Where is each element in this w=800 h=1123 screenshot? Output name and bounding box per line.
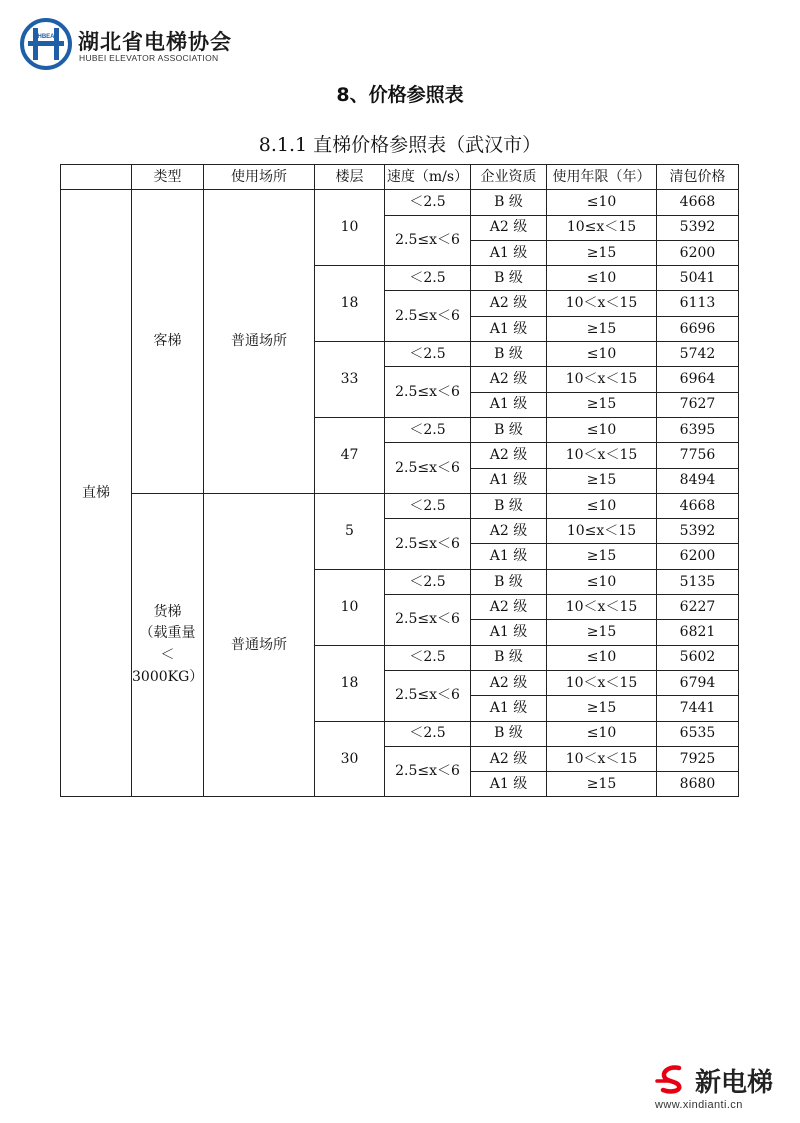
price-cell: 5392	[657, 519, 739, 544]
xindianti-logo-icon	[655, 1064, 697, 1094]
years-cell: ≤10	[547, 645, 657, 670]
speed-cell: ＜2.5	[385, 721, 471, 746]
years-cell: 10＜x＜15	[547, 670, 657, 695]
grade-cell: A2 级	[471, 215, 547, 240]
price-cell: 6113	[657, 291, 739, 316]
type-line: ＜	[160, 647, 175, 664]
grade-cell: A1 级	[471, 544, 547, 569]
price-cell: 5392	[657, 215, 739, 240]
years-cell: ≤10	[547, 417, 657, 442]
price-cell: 4668	[657, 493, 739, 518]
floor-cell: 33	[315, 342, 385, 418]
years-cell: ≥15	[547, 468, 657, 493]
speed-cell: 2.5≤x＜6	[385, 291, 471, 342]
grade-cell: B 级	[471, 266, 547, 291]
years-cell: ≤10	[547, 266, 657, 291]
price-cell: 6964	[657, 367, 739, 392]
svg-text:HBEA: HBEA	[37, 34, 55, 40]
years-cell: 10＜x＜15	[547, 443, 657, 468]
grade-cell: A1 级	[471, 316, 547, 341]
years-cell: ≥15	[547, 696, 657, 721]
speed-cell: 2.5≤x＜6	[385, 595, 471, 646]
grade-cell: A2 级	[471, 670, 547, 695]
speed-cell: 2.5≤x＜6	[385, 746, 471, 797]
grade-cell: A1 级	[471, 468, 547, 493]
price-cell: 7756	[657, 443, 739, 468]
floor-cell: 10	[315, 569, 385, 645]
column-header: 类型	[132, 165, 204, 190]
floor-cell: 18	[315, 266, 385, 342]
column-header: 清包价格	[657, 165, 739, 190]
section-title: 8、价格参照表	[336, 84, 464, 106]
grade-cell: B 级	[471, 645, 547, 670]
speed-cell: ＜2.5	[385, 417, 471, 442]
footer-brand-cn: 新电梯	[695, 1068, 774, 1098]
price-cell: 6794	[657, 670, 739, 695]
price-cell: 4668	[657, 190, 739, 215]
price-cell: 6200	[657, 544, 739, 569]
years-cell: 10＜x＜15	[547, 595, 657, 620]
column-header: 企业资质	[471, 165, 547, 190]
price-cell: 7925	[657, 746, 739, 771]
grade-cell: A1 级	[471, 772, 547, 797]
speed-cell: 2.5≤x＜6	[385, 443, 471, 494]
years-cell: ≤10	[547, 190, 657, 215]
price-cell: 7627	[657, 392, 739, 417]
footer-url: www.xindianti.cn	[655, 1099, 743, 1111]
grade-cell: A1 级	[471, 620, 547, 645]
table-row	[61, 190, 739, 215]
footer-brand	[655, 1062, 790, 1117]
logo-title-en: HUBEI ELEVATOR ASSOCIATION	[79, 53, 219, 63]
grade-cell: B 级	[471, 342, 547, 367]
years-cell: ≥15	[547, 772, 657, 797]
grade-cell: A2 级	[471, 367, 547, 392]
grade-cell: B 级	[471, 493, 547, 518]
years-cell: 10≤x＜15	[547, 519, 657, 544]
place-cell: 普通场所	[204, 190, 315, 494]
price-cell: 6535	[657, 721, 739, 746]
type-line: 3000KG）	[132, 668, 204, 685]
price-cell: 6696	[657, 316, 739, 341]
type-cell	[132, 493, 204, 797]
years-cell: ≤10	[547, 721, 657, 746]
logo-title-cn: 湖北省电梯协会	[78, 30, 232, 54]
price-cell: 8494	[657, 468, 739, 493]
floor-cell: 47	[315, 417, 385, 493]
years-cell: 10＜x＜15	[547, 367, 657, 392]
price-table-body	[61, 165, 739, 797]
grade-cell: A2 级	[471, 746, 547, 771]
floor-cell: 5	[315, 493, 385, 569]
column-header: 使用场所	[204, 165, 315, 190]
speed-cell: ＜2.5	[385, 266, 471, 291]
type-line: 货梯	[153, 603, 182, 620]
grade-cell: A2 级	[471, 291, 547, 316]
price-cell: 5041	[657, 266, 739, 291]
speed-cell: ＜2.5	[385, 645, 471, 670]
speed-cell: 2.5≤x＜6	[385, 670, 471, 721]
years-cell: ≥15	[547, 544, 657, 569]
column-header: 速度（m/s）	[385, 165, 471, 190]
table-title: 8.1.1 直梯价格参照表（武汉市）	[258, 134, 542, 156]
speed-cell: 2.5≤x＜6	[385, 367, 471, 418]
years-cell: ≤10	[547, 569, 657, 594]
years-cell: ≤10	[547, 493, 657, 518]
price-cell: 5742	[657, 342, 739, 367]
column-header: 使用年限（年）	[547, 165, 657, 190]
years-cell: 10＜x＜15	[547, 746, 657, 771]
price-cell: 6395	[657, 417, 739, 442]
group-label-cell: 直梯	[61, 190, 132, 797]
speed-cell: ＜2.5	[385, 190, 471, 215]
grade-cell: B 级	[471, 569, 547, 594]
price-cell: 6200	[657, 240, 739, 265]
floor-cell: 10	[315, 190, 385, 266]
header-group-cell	[61, 165, 132, 190]
price-cell: 8680	[657, 772, 739, 797]
table-row	[61, 493, 739, 518]
grade-cell: A1 级	[471, 240, 547, 265]
speed-cell: ＜2.5	[385, 342, 471, 367]
floor-cell: 30	[315, 721, 385, 797]
price-cell: 7441	[657, 696, 739, 721]
speed-cell: 2.5≤x＜6	[385, 519, 471, 570]
price-cell: 5602	[657, 645, 739, 670]
type-cell	[132, 190, 204, 494]
column-header: 楼层	[315, 165, 385, 190]
grade-cell: A2 级	[471, 443, 547, 468]
floor-cell: 18	[315, 645, 385, 721]
years-cell: ≥15	[547, 392, 657, 417]
years-cell: ≥15	[547, 240, 657, 265]
price-cell: 6227	[657, 595, 739, 620]
speed-cell: 2.5≤x＜6	[385, 215, 471, 266]
years-cell: 10≤x＜15	[547, 215, 657, 240]
table-header-row	[61, 165, 739, 190]
grade-cell: B 级	[471, 417, 547, 442]
grade-cell: A1 级	[471, 392, 547, 417]
years-cell: 10＜x＜15	[547, 291, 657, 316]
price-cell: 5135	[657, 569, 739, 594]
grade-cell: B 级	[471, 721, 547, 746]
hbea-logo-icon	[20, 18, 72, 70]
speed-cell: ＜2.5	[385, 569, 471, 594]
grade-cell: A2 级	[471, 519, 547, 544]
years-cell: ≥15	[547, 620, 657, 645]
speed-cell: ＜2.5	[385, 493, 471, 518]
grade-cell: A1 级	[471, 696, 547, 721]
place-cell: 普通场所	[204, 493, 315, 797]
price-cell: 6821	[657, 620, 739, 645]
grade-cell: B 级	[471, 190, 547, 215]
type-line: （载重量	[139, 625, 196, 642]
type-line: 客梯	[153, 332, 182, 349]
price-table	[60, 164, 739, 797]
grade-cell: A2 级	[471, 595, 547, 620]
association-logo	[20, 18, 250, 70]
years-cell: ≥15	[547, 316, 657, 341]
years-cell: ≤10	[547, 342, 657, 367]
